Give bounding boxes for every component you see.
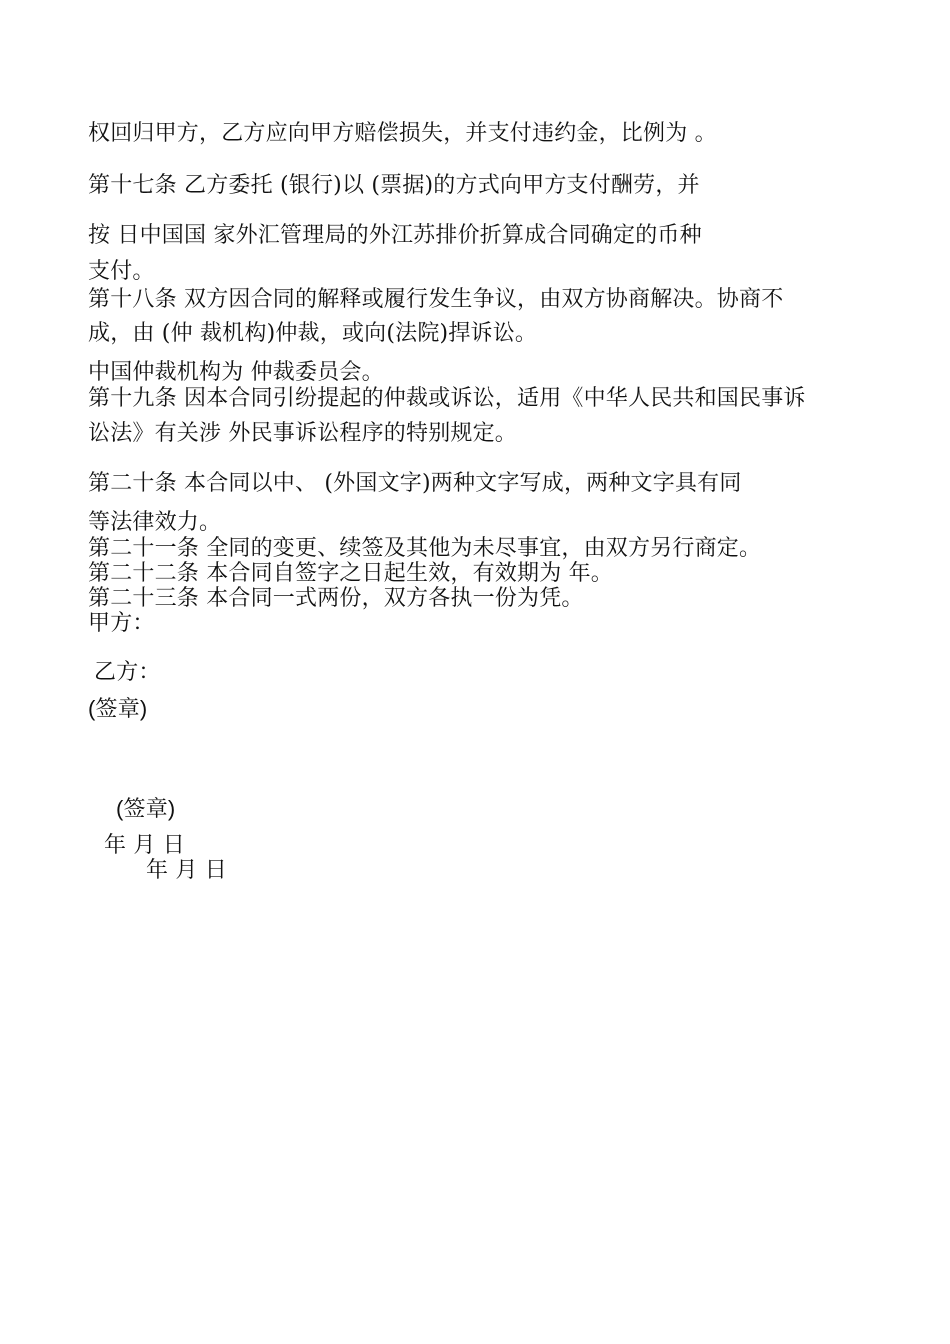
seal-label-a: (签章) <box>88 696 148 721</box>
article-21-line: 第二十一条 全同的变更、续签及其他为未尽事宜，由双方另行商定。 <box>88 536 762 561</box>
article-19-line-1: 第十九条 因本合同引纷提起的仲裁或诉讼，适用《中华人民共和国民事诉 <box>88 386 806 411</box>
date-line-a: 年 月 日 <box>104 833 185 858</box>
article-22-line: 第二十二条 本合同自签字之日起生效，有效期为 年。 <box>88 561 613 586</box>
article-17-line-2: 按 日中国国 家外汇管理局的外江苏排价折算成合同确定的币种 <box>88 223 702 248</box>
article-23-line: 第二十三条 本合同一式两份，双方各执一份为凭。 <box>88 586 584 611</box>
party-b-label: 乙方： <box>94 660 161 685</box>
article-17-line-3: 支付。 <box>88 259 155 284</box>
text-line-1: 权回归甲方，乙方应向甲方赔偿损失，并支付违约金，比例为 。 <box>88 121 717 146</box>
article-18-line-2: 成，由 (仲 裁机构)仲裁，或向(法院)捍诉讼。 <box>88 321 538 346</box>
article-20-line-2: 等法律效力。 <box>88 510 222 535</box>
date-line-b: 年 月 日 <box>146 858 227 883</box>
article-20-line-1: 第二十条 本合同以中、 (外国文字)两种文字写成，两种文字具有同 <box>88 471 742 496</box>
article-18-line-1: 第十八条 双方因合同的解释或履行发生争议，由双方协商解决。协商不 <box>88 287 784 312</box>
arbitration-body-line: 中国仲裁机构为 仲裁委员会。 <box>88 360 384 385</box>
party-a-label: 甲方： <box>88 611 155 636</box>
article-19-line-2: 讼法》有关涉 外民事诉讼程序的特别规定。 <box>88 421 517 446</box>
seal-label-b: (签章) <box>116 796 176 821</box>
article-17-line-1: 第十七条 乙方委托 (银行)以 (票据)的方式向甲方支付酬劳，并 <box>88 173 700 198</box>
